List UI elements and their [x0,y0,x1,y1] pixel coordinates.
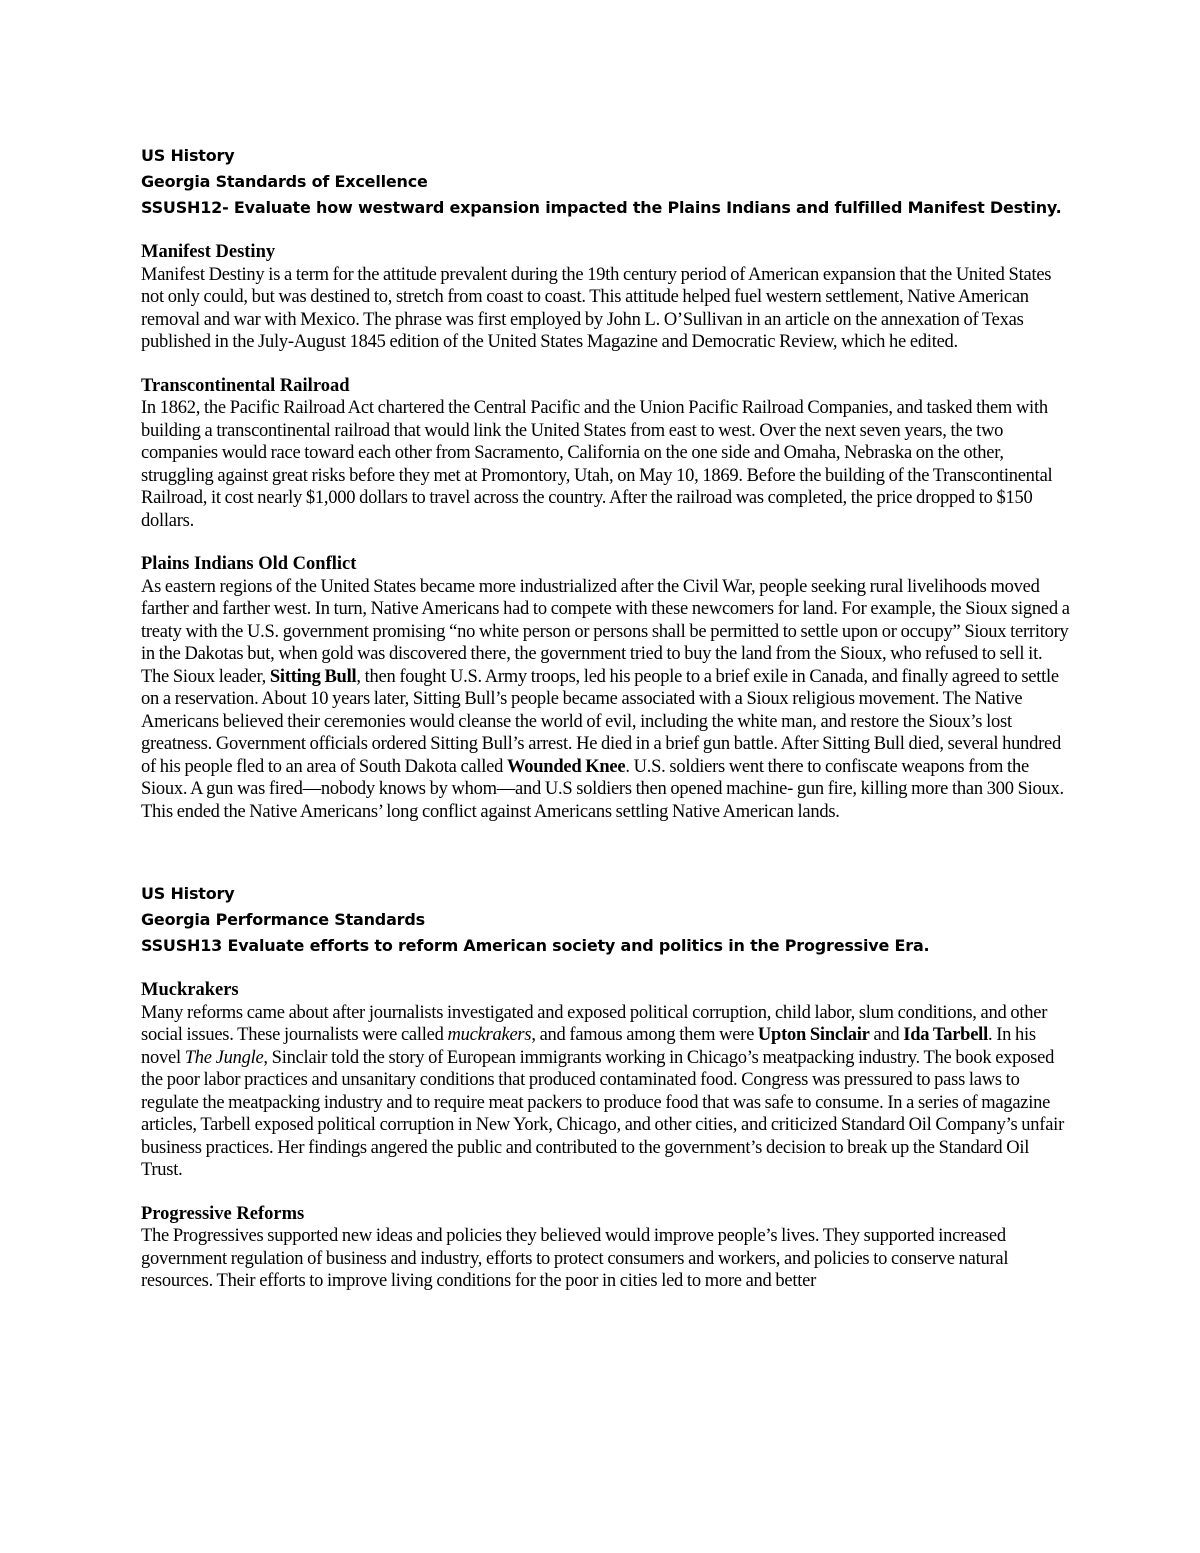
standard-code: SSUSH13 Evaluate efforts to reform American society and politics in the Progressive Era. [141,936,930,955]
body-text: and [869,1025,904,1045]
section-title: Manifest Destiny [141,242,276,262]
italic-term-muckrakers: muckrakers [447,1025,532,1045]
body-text: , Sinclair told the story of European immigrants working in Chicago’s meatpacking industry. The book exposed the poor labor practices and unsanitary conditions that produced contaminated food. Congress was pressured to pass laws to regulate the meatpacking industry and to require meat packers to produce food that was safe to consume. In a series of magazine articles, Tarbell exposed political corruption in New York, Chicago, and other cities, and criticized Standard Oil Company’s unfair business practices. Her findings angered the public and contributed to the government’s decision to break up the Standard Oil Trust. [141,1047,1064,1180]
bold-term-sitting-bull: Sitting Bull [269,666,357,687]
italic-title-the-jungle: The Jungle [184,1047,264,1068]
standards-block-ssush13 [141,881,1071,1293]
body-text: , and famous among them were [531,1025,758,1045]
section-body: The Progressives supported new ideas and policies they believed would improve people’s lives. They supported increased government regulation of business and industry, efforts to protect consumers and workers, and policies to conserve natural resources. Their efforts to improve living conditions for the poor in cities led to more and better [141,1226,1009,1291]
section-plains-indians [141,553,1071,823]
section-title: Muckrakers [141,980,239,1000]
section-muckrakers [141,979,1071,1182]
body-text: Many reforms came about after journalists investigated and exposed political corruption, child labor, slum conditions, and other social issues. These journalists were called [141,1002,1048,1045]
section-body [141,1002,1071,1182]
section-body: Manifest Destiny is a term for the attitude prevalent during the 19th century period of American expansion that the United States not only could, but was destined to, stretch from coast to coast. This attitude helped fuel western settlement, Native American removal and war with Mexico. The phrase was first employed by John L. O’Sullivan in an article on the annexation of Texas published in the July-August 1845 edition of the United States Magazine and Democratic Review, which he edited. [141,264,1052,352]
course-title: US History [141,146,235,165]
standards-title: Georgia Standards of Excellence [141,172,428,191]
bold-term-wounded-knee: Wounded Knee [507,756,626,777]
body-text: As eastern regions of the United States became more industrialized after the Civil War, people seeking rural livelihoods moved farther and farther west. In turn, Native Americans had to compete with these newcomers for land. For example, the Sioux signed a treaty with the U.S. government promising “no white person or persons shall be permitted to settle upon or occupy” Sioux territory in the Dakotas but, when gold was discovered there, the government tried to buy the land from the Sioux, who refused to sell it. The Sioux leader, [141,576,1070,687]
bold-term-upton-sinclair: Upton Sinclair [757,1025,870,1045]
section-title: Plains Indians Old Conflict [141,554,357,574]
section-body: In 1862, the Pacific Railroad Act chartered the Central Pacific and the Union Pacific Railroad Companies, and tasked them with building a transcontinental railroad that would link the United States from east to west. Over the next seven years, the two companies would race toward each other from Sacramento, California on the one side and Omaha, Nebraska on the other, struggling against great risks before they met at Promontory, Utah, on May 10, 1869. Before the building of the Transcontinental Railroad, it cost nearly $1,000 dollars to travel across the country. After the railroad was completed, the price dropped to $150 dollars. [141,398,1053,531]
section-manifest-destiny [141,241,1071,354]
section-title: Transcontinental Railroad [141,375,350,396]
standards-title: Georgia Performance Standards [141,910,425,929]
section-progressive-reforms [141,1203,1071,1293]
section-transcontinental-railroad [141,375,1071,533]
body-text: . In his novel [141,1025,1036,1068]
body-text: . U.S. soldiers went there to confiscate weapons from the Sioux. A gun was fired—nobody knows by whom—and U.S soldiers then opened machine- gun fire, killing more than 300 Sioux. This ended the Native Americans’ long conflict against Americans settling Native American lands. [141,756,1064,822]
standards-block-ssush12 [141,143,1071,823]
bold-term-ida-tarbell: Ida Tarbell [903,1025,988,1045]
standard-code: SSUSH12- Evaluate how westward expansion impacted the Plains Indians and fulfilled Manifest Destiny. [141,198,1062,217]
section-title: Progressive Reforms [141,1203,305,1224]
document-page [141,143,1071,1293]
course-title: US History [141,884,235,903]
body-text: , then fought U.S. Army troops, led his people to a brief exile in Canada, and finally agreed to settle on a reservation. About 10 years later, Sitting Bull’s people became associated with a Sioux religious movement. The Native Americans believed their ceremonies would cleanse the world of evil, including the white man, and restore the Sioux’s lost greatness. Government officials ordered Sitting Bull’s arrest. He died in a brief gun battle. After Sitting Bull died, several hundred of his people fled to an area of South Dakota called [141,666,1061,777]
section-body [141,576,1071,824]
